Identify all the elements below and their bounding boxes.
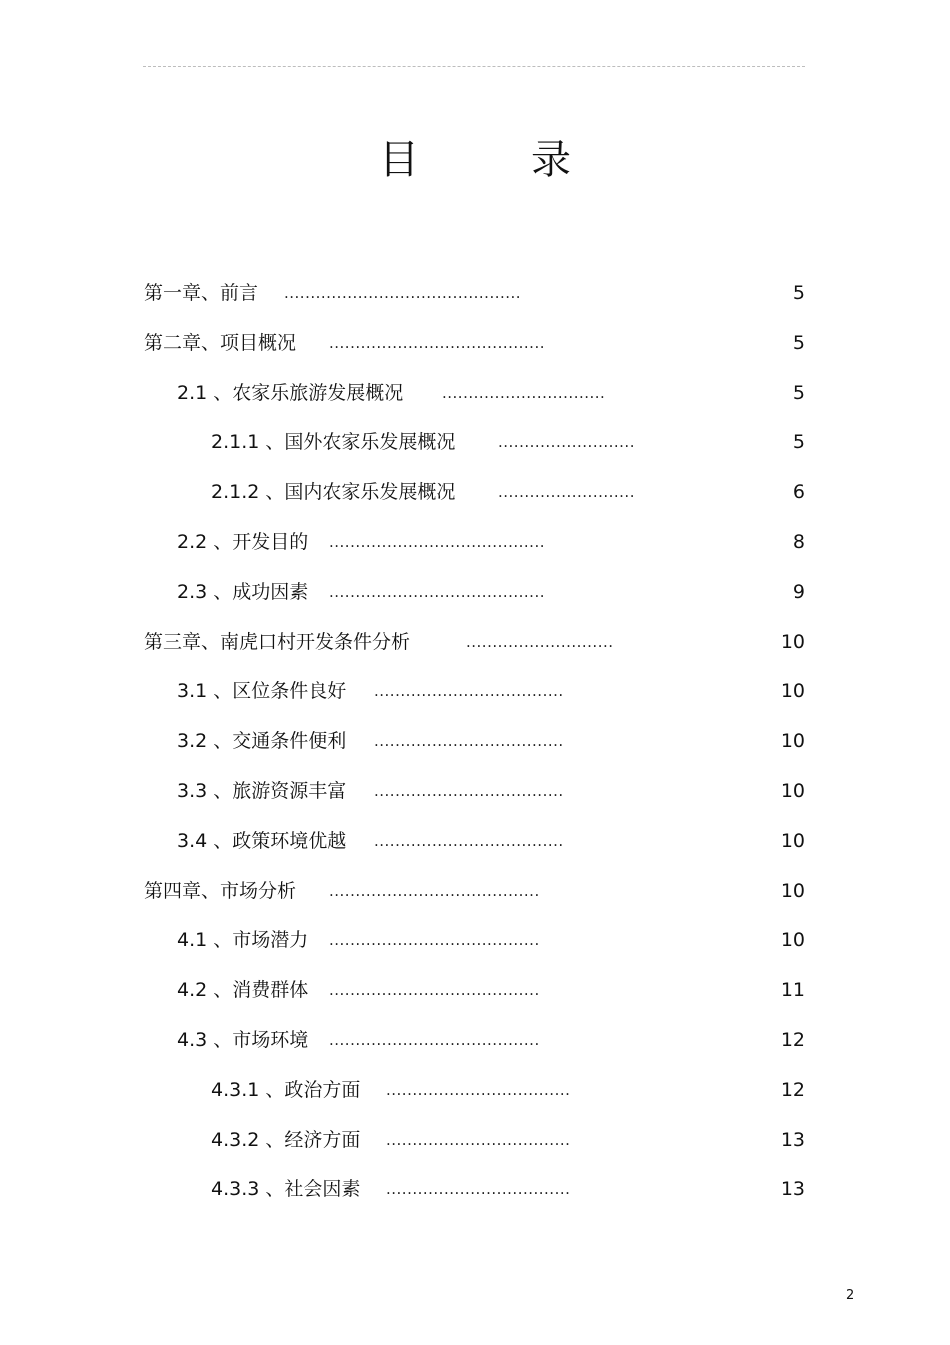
toc-entry-label: 4.3.3 、社会因素 xyxy=(211,1178,361,1201)
title-char-2: 录 xyxy=(531,137,571,183)
toc-entry-leader: ......................................... xyxy=(329,582,545,601)
toc-entry-label: 4.3 、市场环境 xyxy=(177,1029,309,1051)
toc-entry[interactable] xyxy=(0,617,950,667)
toc-entry-page: 5 xyxy=(792,381,805,404)
toc-entry-label: 2.1.2 、国内农家乐发展概况 xyxy=(211,481,456,504)
toc-entry[interactable] xyxy=(0,1015,950,1065)
toc-entry-page: 10 xyxy=(780,680,805,703)
toc-entry[interactable] xyxy=(0,716,950,766)
toc-entry-label: 第二章、项目概况 xyxy=(144,331,297,354)
toc-entry-label: 3.1 、区位条件良好 xyxy=(177,680,347,703)
toc-entry[interactable] xyxy=(0,915,950,965)
toc-entry-page: 8 xyxy=(792,531,805,553)
toc-entry-page: 10 xyxy=(780,929,805,952)
header-rule xyxy=(143,66,805,67)
toc-entry-page: 9 xyxy=(792,580,805,603)
toc-entry-page: 10 xyxy=(780,879,805,902)
toc-entry[interactable] xyxy=(0,1065,950,1115)
toc-entry-leader: ........................................ xyxy=(329,881,540,900)
toc-entry-leader: ......................................... xyxy=(329,533,545,551)
toc-entry[interactable] xyxy=(0,766,950,816)
toc-entry-leader: ................................... xyxy=(386,1080,571,1099)
toc-entry-label: 2.3 、成功因素 xyxy=(177,580,309,603)
toc-entry-label: 3.3 、旅游资源丰富 xyxy=(177,780,347,802)
toc-title xyxy=(0,128,950,185)
toc-entry[interactable] xyxy=(0,467,950,517)
toc-entry-leader: ................................... xyxy=(386,1130,571,1149)
toc-entry-leader: ........................................ xyxy=(329,981,540,1000)
toc-entry-label: 第三章、南虎口村开发条件分析 xyxy=(144,630,411,653)
toc-entry[interactable] xyxy=(0,816,950,866)
toc-entry-leader: ........................................ xyxy=(329,931,540,950)
toc-entry[interactable] xyxy=(0,517,950,567)
toc-entry-leader: .................................... xyxy=(374,782,564,800)
toc-entry-label: 4.1 、市场潜力 xyxy=(177,929,309,952)
toc-entry-leader: .................................... xyxy=(374,831,564,850)
toc-entry-page: 13 xyxy=(780,1178,805,1201)
toc-entry[interactable] xyxy=(0,268,950,318)
toc-entry[interactable] xyxy=(0,368,950,418)
toc-entry[interactable] xyxy=(0,666,950,716)
toc-entry-leader: .......................... xyxy=(498,483,635,502)
toc-entry-page: 5 xyxy=(792,431,805,454)
toc-entry-page: 5 xyxy=(792,282,805,304)
toc-entry-label: 3.4 、政策环境优越 xyxy=(177,829,347,852)
toc-entry-page: 12 xyxy=(780,1078,805,1101)
toc-entry-label: 2.1 、农家乐旅游发展概况 xyxy=(177,381,404,404)
toc-entry-label: 2.2 、开发目的 xyxy=(177,531,309,553)
toc-entry-page: 6 xyxy=(792,481,805,504)
toc-entry-label: 第四章、市场分析 xyxy=(144,879,297,902)
toc-entry-leader: ............................... xyxy=(442,383,606,402)
toc-entry[interactable] xyxy=(0,417,950,467)
toc-entry[interactable] xyxy=(0,567,950,617)
toc-entry-leader: .......................... xyxy=(498,433,635,452)
toc-entry[interactable] xyxy=(0,318,950,368)
toc-entry-page: 13 xyxy=(780,1128,805,1151)
toc-entry[interactable] xyxy=(0,1115,950,1165)
toc-entry[interactable] xyxy=(0,866,950,916)
title-char-1: 目 xyxy=(379,137,419,183)
toc-entry-label: 4.3.1 、政治方面 xyxy=(211,1078,361,1101)
toc-entry-page: 12 xyxy=(780,1029,805,1051)
toc-entry-page: 10 xyxy=(780,630,805,653)
toc-entry-leader: .................................... xyxy=(374,732,564,751)
toc-entry[interactable] xyxy=(0,965,950,1015)
toc-entry-leader: .................................... xyxy=(374,682,564,701)
toc-entry-page: 11 xyxy=(780,979,805,1002)
toc-entry-page: 10 xyxy=(780,780,805,802)
toc-entry-leader: ......................................... xyxy=(329,333,545,352)
toc-entry-page: 10 xyxy=(780,730,805,753)
toc-entry-page: 5 xyxy=(792,331,805,354)
page-number: 2 xyxy=(846,1288,855,1303)
toc-entry-label: 3.2 、交通条件便利 xyxy=(177,730,347,753)
toc-entry-leader: ........................................ xyxy=(329,1031,540,1049)
toc-entry-label: 4.2 、消费群体 xyxy=(177,979,309,1002)
toc-entry-label: 4.3.2 、经济方面 xyxy=(211,1128,361,1151)
toc-entry-leader: ............................ xyxy=(466,632,614,651)
toc-entry[interactable] xyxy=(0,1164,950,1214)
toc-entry-label: 第一章、前言 xyxy=(144,282,259,304)
toc-entry-leader: ................................... xyxy=(386,1180,571,1199)
toc-entry-page: 10 xyxy=(780,829,805,852)
toc-entry-label: 2.1.1 、国外农家乐发展概况 xyxy=(211,431,456,454)
toc-entry-leader: ............................................. xyxy=(284,284,522,302)
